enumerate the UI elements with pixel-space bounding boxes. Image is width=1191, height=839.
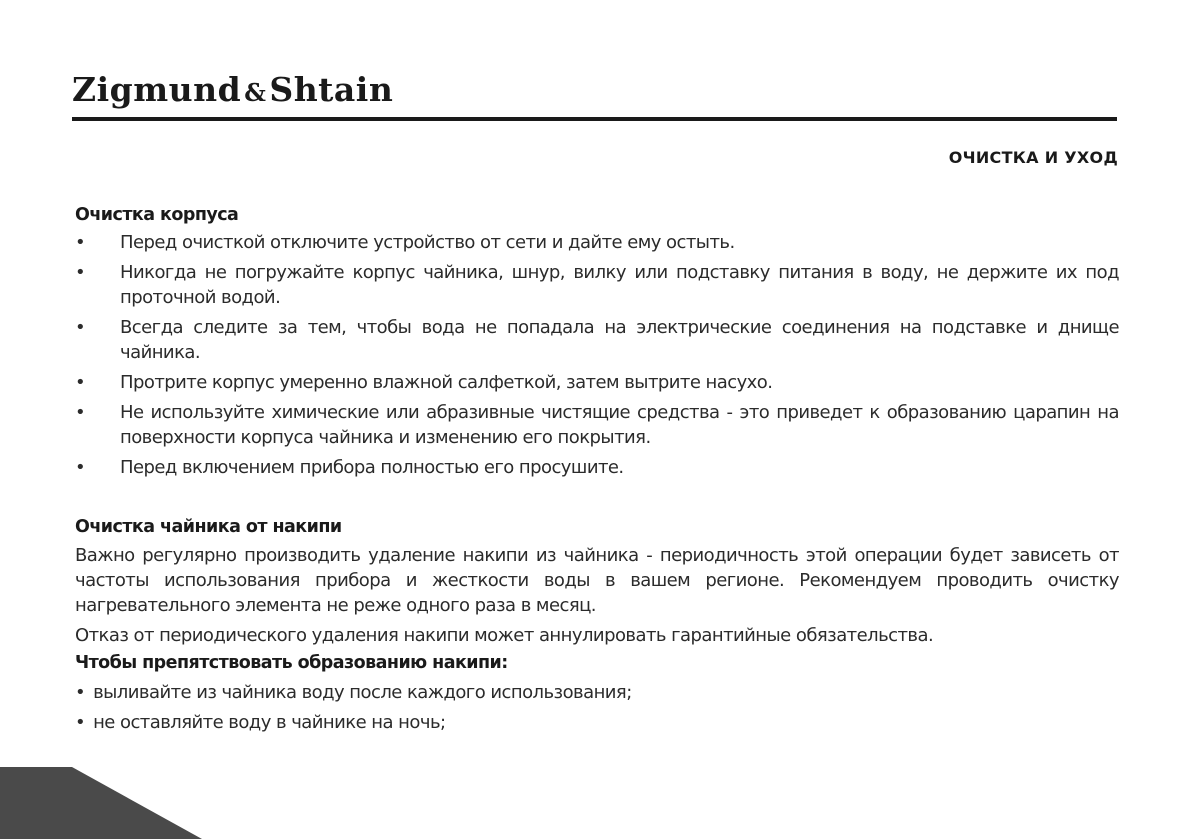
page-corner-tab (0, 767, 72, 839)
bullet-icon: • (75, 262, 86, 283)
section-title: ОЧИСТКА И УХОД (948, 148, 1118, 167)
bullet-icon: • (75, 712, 86, 733)
body-cleaning-list (75, 230, 1119, 480)
descaling-paragraph-1: Важно регулярно производить удаление накипи из чайника - периодичность этой операции будет зависеть от частоты использования прибора и жесткости воды в вашем регионе. Рекомендуем проводить очистку нагревательного элемента не реже одного раза в месяц. (75, 545, 1119, 616)
body-cleaning-heading: Очистка корпуса (75, 205, 239, 225)
list-item (75, 680, 1119, 705)
list-item (75, 370, 1119, 395)
header-rule (72, 117, 1117, 121)
bullet-icon: • (75, 232, 86, 253)
bullet-icon: • (75, 372, 86, 393)
page-corner-slope (72, 767, 202, 839)
prevent-heading: Чтобы препятствовать образованию накипи: (75, 653, 508, 673)
list-item-text: Никогда не погружайте корпус чайника, шнур, вилку или подставку питания в воду, не держите их под проточной водой. (120, 262, 1119, 308)
brand-name-right: Shtain (269, 70, 394, 109)
bullet-icon: • (75, 317, 86, 338)
list-item (75, 400, 1119, 450)
list-item-text: Не используйте химические или абразивные чистящие средства - это приведет к образованию царапин на поверхности корпуса чайника и изменению его покрытия. (120, 402, 1119, 448)
list-item-text: Всегда следите за тем, чтобы вода не попадала на электрические соединения на подставке и днище чайника. (120, 317, 1119, 363)
list-item (75, 455, 1119, 480)
bullet-icon: • (75, 402, 86, 423)
list-item-text: Перед включением прибора полностью его просушите. (120, 457, 624, 478)
list-item-text: выливайте из чайника воду после каждого использования; (93, 682, 632, 703)
list-item (75, 710, 1119, 735)
list-item (75, 315, 1119, 365)
brand-logo (72, 70, 393, 109)
bullet-icon: • (75, 457, 86, 478)
list-item (75, 230, 1119, 255)
descaling-heading: Очистка чайника от накипи (75, 517, 342, 537)
list-item (75, 260, 1119, 310)
brand-ampersand: & (244, 78, 267, 107)
list-item-text: Протрите корпус умеренно влажной салфеткой, затем вытрите насухо. (120, 372, 773, 393)
descaling-paragraph-2: Отказ от периодического удаления накипи может аннулировать гарантийные обязательства. (75, 625, 934, 646)
list-item-text: Перед очисткой отключите устройство от сети и дайте ему остыть. (120, 232, 735, 253)
page-content (75, 203, 1119, 740)
bullet-icon: • (75, 682, 86, 703)
list-item-text: не оставляйте воду в чайнике на ночь; (93, 712, 446, 733)
prevent-list (75, 680, 1119, 735)
brand-name-left: Zigmund (72, 70, 242, 109)
